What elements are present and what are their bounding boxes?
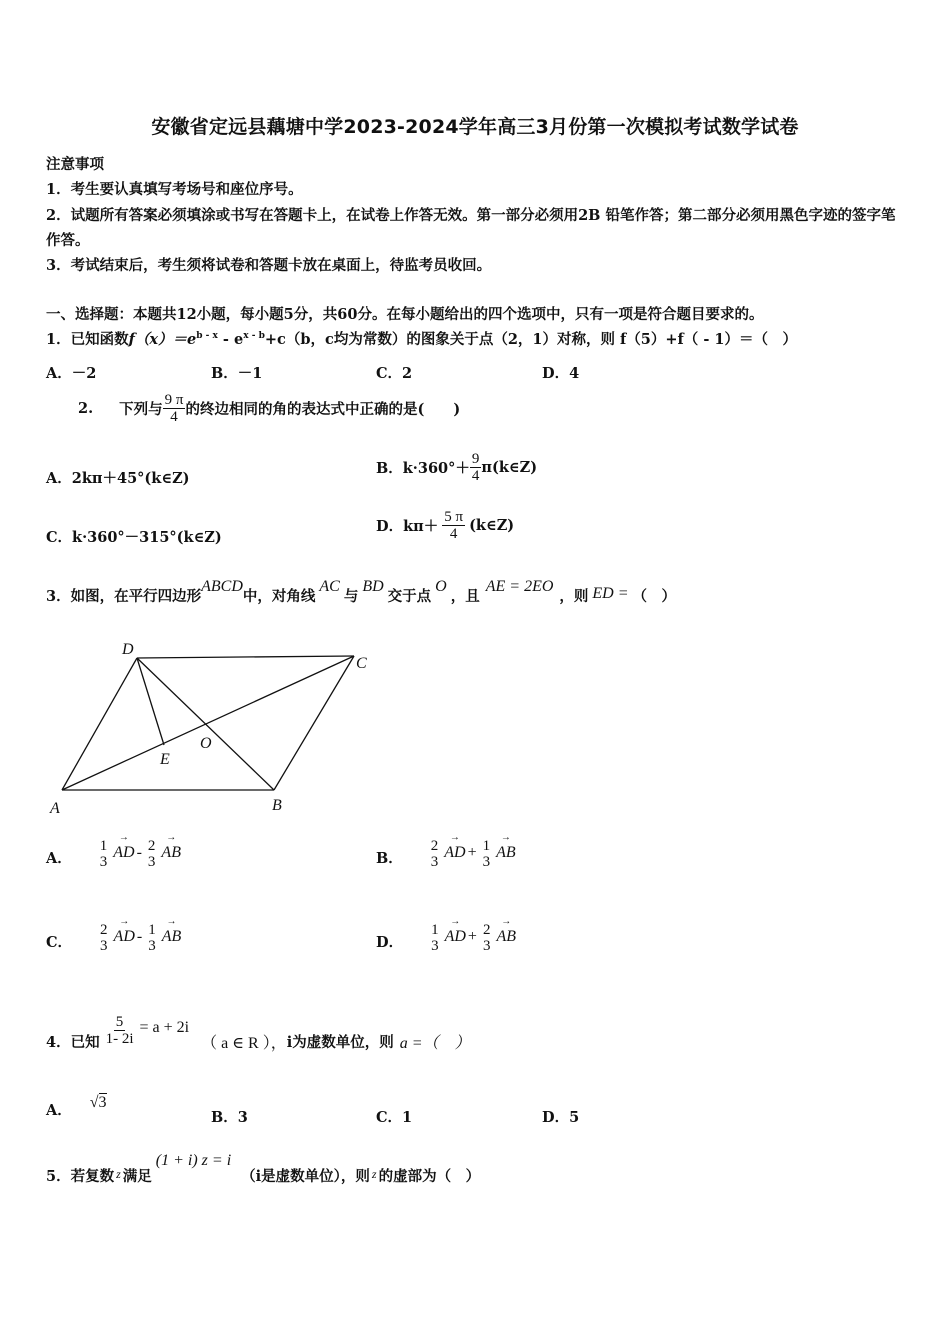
- q3-f: ，则: [559, 588, 589, 605]
- q3-option-a[interactable]: [46, 838, 181, 870]
- side-da: [62, 658, 137, 790]
- question-1: [46, 328, 797, 349]
- q3-optd-n1: 1: [431, 922, 439, 938]
- page-title: 安徽省定远县藕塘中学2023-2024学年高三3月份第一次模拟考试数学试卷: [151, 116, 799, 138]
- q3-optb-d2: 3: [482, 854, 491, 870]
- q3-optd-n2: 2: [482, 922, 491, 938]
- q3-optd-v2: → AB: [496, 928, 516, 946]
- q3-optd-letter: D．: [376, 934, 404, 951]
- q3-opta-d1: 3: [99, 854, 108, 870]
- q3-opta-v1: → AD: [113, 844, 134, 862]
- q3-opta-v2: → AB: [161, 844, 181, 862]
- q2-option-a[interactable]: A．2kπ＋45°(k∈Z): [46, 470, 190, 487]
- label-b: B: [272, 797, 282, 814]
- question-4: [46, 1008, 471, 1053]
- diagonal-ac: [62, 656, 354, 790]
- q2-optb-frac: [470, 451, 482, 484]
- q3-optc-d2: 3: [148, 938, 156, 954]
- notice-item-1: 1．考生要认真填写考场号和座位序号。: [46, 181, 303, 198]
- parallelogram-figure: [40, 630, 380, 820]
- q3-optd-d2: 3: [482, 938, 491, 954]
- q4-option-c[interactable]: C．1: [376, 1109, 413, 1126]
- q3-optb-frac2: [481, 838, 493, 870]
- q4-den: 1- 2i: [105, 1031, 134, 1047]
- q4-cond: （ a ∈ R ），: [201, 1035, 287, 1052]
- q3-ac: AC: [319, 578, 340, 595]
- notice-item-2: 2．试题所有答案必须填涂或书写在答题卡上，在试卷上作答无效。第一部分必须用2B 铅笔作答；第二部分必须用黑色字迹的签字笔作答。: [46, 207, 896, 249]
- notice-heading: 注意事项: [46, 156, 104, 173]
- q3-a: 3．如图，在平行四边形: [46, 588, 202, 605]
- q1-option-c[interactable]: C．2: [376, 365, 413, 382]
- q2-stem-b: 的终边相同的角的表达式中正确的是( ): [185, 401, 461, 418]
- q3-b: 中，对角线: [242, 588, 316, 605]
- label-e: E: [160, 751, 170, 768]
- q5-d: 的虚部为（ ）: [378, 1168, 481, 1185]
- question-3: [46, 578, 676, 606]
- q3-optb-d1: 3: [430, 854, 439, 870]
- q1-option-d[interactable]: D．4: [542, 365, 580, 382]
- q3-optb-v2: → AB: [496, 844, 516, 862]
- q4-ask: a =（ ）: [399, 1035, 471, 1052]
- q3-optc-op: -: [136, 928, 143, 945]
- q2-optb-a: B．k·360°＋: [376, 460, 470, 477]
- q4-b: i为虚数单位，则: [286, 1034, 394, 1051]
- q1-mid: - e: [217, 331, 244, 348]
- q3-optc-letter: C．: [46, 934, 73, 951]
- q5-z: z: [116, 1167, 121, 1181]
- q5-z2: z: [371, 1167, 377, 1181]
- label-o: O: [200, 735, 212, 752]
- q3-optd-v1: → AD: [445, 928, 466, 946]
- section-heading: 一、选择题：本题共12小题，每小题5分，共60分。在每小题给出的四个选项中，只有一项是符合题目要求的。: [46, 306, 764, 323]
- q3-o: O: [435, 578, 447, 595]
- q4-option-d[interactable]: D．5: [542, 1109, 580, 1126]
- q2-optd-num: 5 π: [444, 509, 464, 525]
- q3-opta-frac2: [146, 838, 158, 870]
- q2-frac-num: 9 π: [164, 392, 184, 408]
- q2-option-d[interactable]: [376, 509, 514, 542]
- q1-option-a[interactable]: A．－2: [46, 365, 97, 382]
- q3-e: ，且: [450, 588, 480, 605]
- q3-cond: AE = 2EO: [485, 578, 554, 595]
- q3-option-c[interactable]: [46, 922, 181, 954]
- q1-tail: +c（b，c均为常数）的图象关于点（2，1）对称，则 f（5）+f（ - 1）＝（ ）: [264, 331, 797, 348]
- q3-optc-v2: → AB: [162, 928, 182, 946]
- q3-opta-frac1: [98, 838, 110, 870]
- q3-opta-d2: 3: [147, 854, 156, 870]
- q3-ed: ED =: [592, 585, 629, 602]
- q4-num: 5: [115, 1014, 124, 1030]
- q3-opta-op: -: [136, 844, 142, 861]
- q2-optb-num: 9: [471, 451, 480, 467]
- q4-opta-letter: A．: [46, 1102, 72, 1119]
- q3-bd: BD: [362, 578, 384, 595]
- q2-optd-frac: [442, 509, 465, 542]
- q1-sup1: b - x: [196, 331, 218, 342]
- question-2: [78, 392, 460, 425]
- q3-opta-letter: A．: [46, 850, 72, 867]
- q4-opta-radicand: 3: [98, 1094, 107, 1111]
- q4-a: 4．已知: [46, 1034, 100, 1051]
- q1-option-b[interactable]: B．－1: [211, 365, 263, 382]
- q3-optb-frac1: [429, 838, 441, 870]
- q3-optb-letter: B．: [376, 850, 403, 867]
- label-c: C: [356, 655, 367, 672]
- q3-g: （ ）: [632, 588, 677, 605]
- q4-eq: = a + 2i: [139, 1018, 190, 1036]
- q3-opta-n1: 1: [99, 838, 108, 854]
- q2-option-c[interactable]: C．k·360°－315°(k∈Z): [46, 529, 222, 546]
- q2-optb-den: 4: [471, 468, 480, 484]
- notice-item-3: 3．考试结束后，考生须将试卷和答题卡放在桌面上，待监考员收回。: [46, 257, 492, 274]
- q5-expr: (1 + i) z = i: [155, 1152, 232, 1169]
- q2-optd-den: 4: [449, 526, 458, 542]
- q3-optb-n2: 1: [482, 838, 491, 854]
- side-bc: [274, 656, 354, 790]
- q2-number: 2.: [78, 400, 94, 417]
- q2-frac-den: 4: [170, 409, 178, 425]
- q3-optc-v1: → AD: [114, 928, 135, 946]
- q3-optd-d1: 3: [431, 938, 439, 954]
- q3-option-d[interactable]: [376, 922, 516, 954]
- q3-optb-n1: 2: [430, 838, 439, 854]
- q5-c: （i是虚数单位），则: [241, 1168, 370, 1185]
- q3-abcd: ABCD: [201, 578, 243, 595]
- q3-c: 与: [343, 588, 359, 605]
- q4-fraction: [104, 1014, 136, 1047]
- label-a: A: [50, 800, 60, 817]
- q2-optd-b: (k∈Z): [469, 517, 515, 534]
- q2-fraction: [163, 392, 186, 425]
- q3-optd-frac1: [429, 922, 441, 954]
- q3-optc-n2: 1: [148, 922, 156, 938]
- q2-stem-a: 下列与: [119, 401, 163, 418]
- q3-option-b[interactable]: [376, 838, 516, 870]
- q3-optc-d1: 3: [100, 938, 108, 954]
- q3-opta-n2: 2: [147, 838, 156, 854]
- q2-option-b[interactable]: [376, 451, 537, 484]
- q2-optb-b: π(k∈Z): [481, 459, 538, 476]
- q4-option-a[interactable]: [46, 1094, 107, 1120]
- q1-sup2: x - b: [243, 331, 265, 342]
- side-cd: [137, 656, 354, 658]
- q3-d: 交于点: [387, 588, 432, 605]
- q3-optd-op: +: [467, 928, 477, 945]
- q4-opta-value: √3: [89, 1094, 107, 1111]
- q3-optd-frac2: [481, 922, 493, 954]
- q5-a: 5．若复数: [46, 1168, 115, 1185]
- q1-prefix: 1．已知函数: [46, 331, 129, 348]
- q4-option-b[interactable]: B．3: [211, 1109, 248, 1126]
- label-d: D: [122, 641, 134, 658]
- q3-optc-n1: 2: [100, 922, 108, 938]
- q3-optc-frac1: [98, 922, 110, 954]
- q3-optb-v1: → AD: [444, 844, 465, 862]
- q3-optb-op: +: [467, 844, 477, 861]
- q3-optc-frac2: [146, 922, 158, 954]
- q2-optd-a: D．kπ＋: [376, 518, 439, 535]
- question-5: [46, 1152, 480, 1186]
- q5-b: 满足: [122, 1168, 152, 1185]
- q1-func: f（x）＝e: [128, 331, 197, 348]
